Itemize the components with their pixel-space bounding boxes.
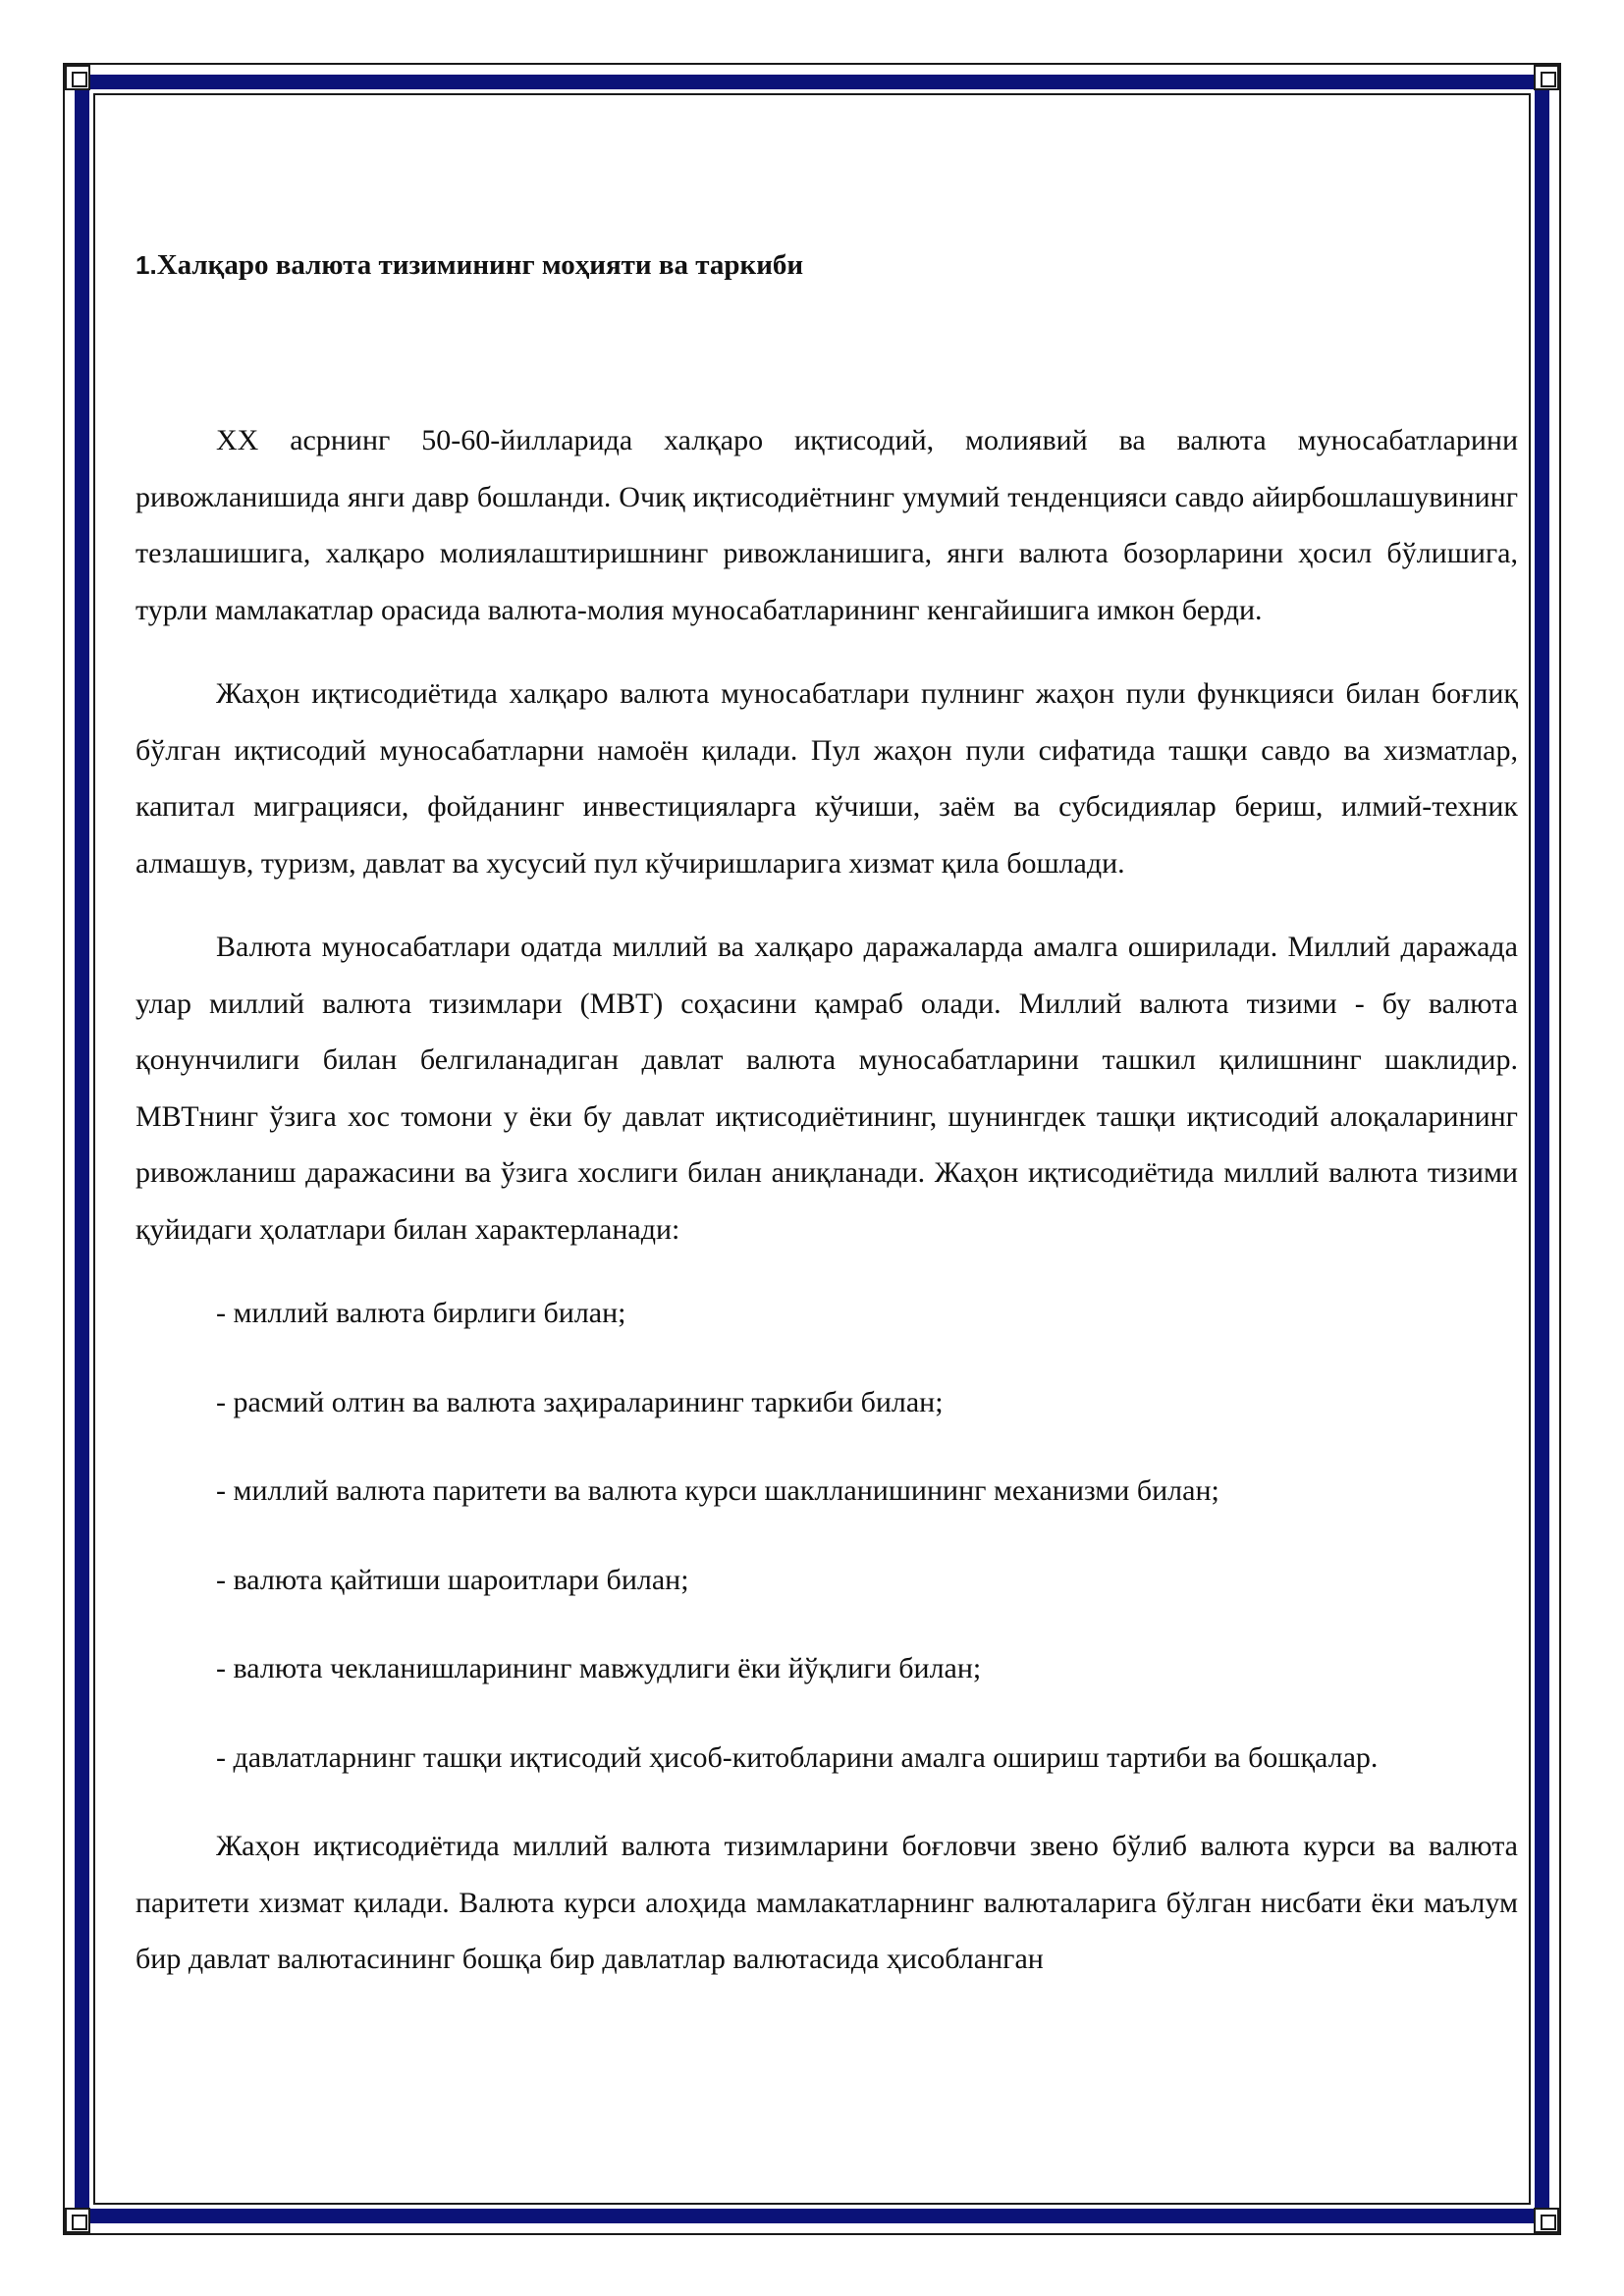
list-item: - миллий валюта паритети ва валюта курси шаклланишининг механизми билан;: [216, 1474, 1219, 1507]
border-corner-ornament: [1534, 2208, 1559, 2233]
document-content: [135, 245, 1518, 2015]
list-item: - валюта чекланишларининг мавжудлиги ёки йўқлиги билан;: [216, 1652, 982, 1684]
paragraph: Жаҳон иқтисодиётида халқаро валюта муносабатлари пулнинг жаҳон пули функцияси билан боғлиқ бўлган иқтисодий муносабатларни намоён қилади. Пул жаҳон пули сифатида ташқи савдо ва хизматлар, капитал миграцияси, фойданинг инвестицияларга кўчиши, заём ва субсидиялар бериш, илмий-техник алмашув, туризм, давлат ва хусусий пул кўчиришларига хизмат қила бошлади.: [135, 677, 1518, 880]
section-number: 1.: [135, 250, 157, 280]
list-item: - валюта қайтиши шароитлари билан;: [216, 1563, 689, 1596]
paragraph: Валюта муносабатлари одатда миллий ва халқаро даражаларда амалга оширилади. Миллий даражада улар миллий валюта тизимлари (МВТ) соҳасини қамраб олади. Миллий валюта тизими - бу валюта қонунчилиги билан белгиланадиган давлат валюта муносабатларини ташкил қилишнинг шаклидир. МВТнинг ўзига хос томони у ёки бу давлат иқтисодиётининг, шунингдек ташқи иқтисодий алоқаларининг ривожланиш даражасини ва ўзига хослиги билан аниқланади. Жаҳон иқтисодиётида миллий валюта тизими қуйидаги ҳолатлари билан характерланади:: [135, 931, 1518, 1246]
list-item: - расмий олтин ва валюта заҳираларининг таркиби билан;: [216, 1385, 944, 1418]
border-corner-ornament: [65, 65, 90, 90]
border-corner-ornament: [65, 2208, 90, 2233]
border-corner-ornament: [1534, 65, 1559, 90]
paragraph: ХХ асрнинг 50-60-йилларида халқаро иқтисодий, молиявий ва валюта муносабатларини ривожланишида янги давр бошланди. Очиқ иқтисодиётнинг умумий тенденцияси савдо айирбошлашувининг тезлашишига, халқаро молиялаштиришнинг ривожланишига, янги валюта бозорларини ҳосил бўлишига, турли мамлакатлар орасида валюта-молия муносабатларининг кенгайишига имкон берди.: [135, 424, 1518, 626]
body-text: [135, 412, 1518, 1988]
paragraph: Жаҳон иқтисодиётида миллий валюта тизимларини боғловчи звено бўлиб валюта курси ва валюта паритети хизмат қилади. Валюта курси алоҳида мамлакатларнинг валюталарига бўлган нисбати ёки маълум бир давлат валютасининг бошқа бир давлатлар валютасида ҳисобланган: [135, 1830, 1518, 1975]
list-item: - миллий валюта бирлиги билан;: [216, 1297, 626, 1329]
section-heading: [135, 245, 1518, 285]
list-item: - давлатларнинг ташқи иқтисодий ҳисоб-китобларини амалга ошириш тартиби ва бошқалар.: [216, 1740, 1379, 1774]
section-title: Халқаро валюта тизимининг моҳияти ва таркиби: [156, 249, 804, 281]
